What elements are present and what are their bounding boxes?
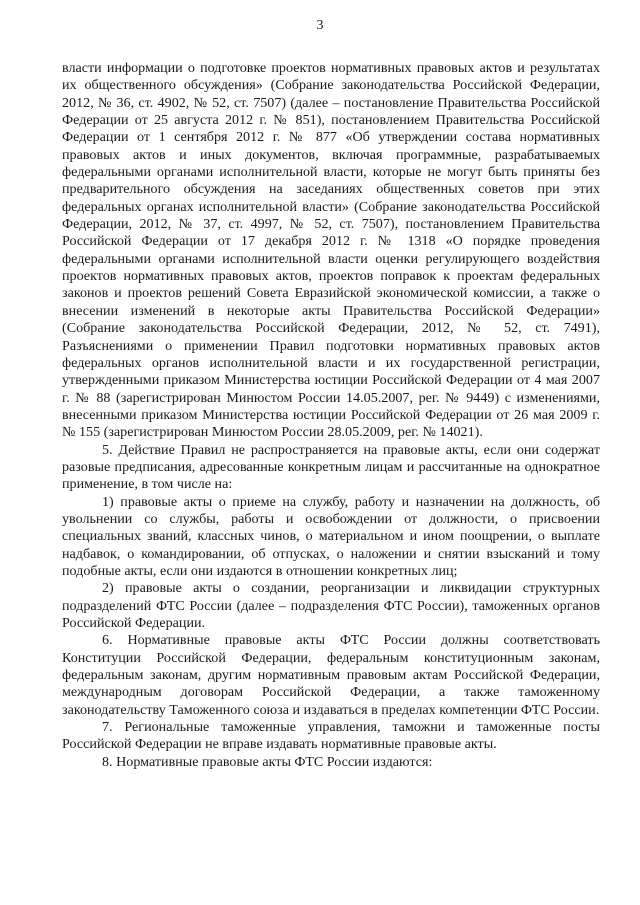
paragraph-clause-5: 5. Действие Правил не распространяется на правовые акты, если они содержат разовые предписания, адресованные конкретным лицам и рассчитанные на однократное применение, в том числе на: (62, 441, 600, 493)
document-body (62, 60, 600, 771)
page-number: 3 (316, 18, 324, 33)
paragraph-clause-6: 6. Нормативные правовые акты ФТС России должны соответствовать Конституции Российской Федерации, федеральным конституционным законам, федеральным законам, другим нормативным правовым актам Российской Федерации, международным договорам Российской Федерации, а также таможенному законодательству Таможенного союза и издаваться в пределах компетенции ФТС России. (62, 632, 600, 718)
paragraph-clause-8: 8. Нормативные правовые акты ФТС России издаются: (102, 753, 433, 770)
paragraph-clause-7: 7. Региональные таможенные управления, таможни и таможенные посты Российской Федерации не вправе издавать нормативные правовые акты. (62, 719, 600, 753)
paragraph-continuation: власти информации о подготовке проектов нормативных правовых актов и результатах их общественного обсуждения» (Собрание законодательства Российской Федерации, 2012, № 36, ст. 4902, № 52, ст. 7507) (далее – постановление Правительства Российской Федерации от 25 августа 2012 г. № 851), постановлением Правительства Российской Федерации от 1 сентября 2012 г. № 877 «Об утверждении состава нормативных правовых актов и иных документов, включая программные, разрабатываемых федеральными органами исполнительной власти, которые не могут быть приняты без предварительного обсуждения на заседаниях общественных советов при этих федеральных органах исполнительной власти» (Собрание законодательства Российской Федерации, 2012, № 37, ст. 4997, № 52, ст. 7507), постановлением Правительства Российской Федерации от 17 декабря 2012 г. № 1318 «О порядке проведения федеральными органами исполнительной власти оценки регулирующего воздействия проектов нормативных правовых актов, проектов поправок к проектам федеральных законов и проектов решений Совета Евразийской экономической комиссии, а также о внесении изменений в некоторые акты Правительства Российской Федерации» (Собрание законодательства Российской Федерации, 2012, № 52, ст. 7491), Разъяснениями о применении Правил подготовки нормативных правовых актов федеральных органов исполнительной власти и их государственной регистрации, утвержденными приказом Министерства юстиции Российской Федерации от 4 мая 2007 г. № 88 (зарегистрирован Минюстом России 14.05.2007, рег. № 9449) с изменениями, внесенными приказом Министерства юстиции Российской Федерации от 26 мая 2009 г. № 155 (зарегистрирован Минюстом России 28.05.2009, рег. № 14021). (62, 60, 600, 441)
paragraph-clause-5-item-1: 1) правовые акты о приеме на службу, работу и назначении на должность, об увольнении со службы, работы и освобождении от должности, о присвоении специальных званий, классных чинов, о материальном и ином поощрении, о выплате надбавок, о командировании, об отпусках, о наложении и снятии взысканий и тому подобные акты, если они издаются в отношении конкретных лиц; (62, 493, 600, 579)
paragraph-clause-5-item-2: 2) правовые акты о создании, реорганизации и ликвидации структурных подразделений ФТС России (далее – подразделения ФТС России), таможенных органов Российской Федерации. (62, 580, 600, 631)
